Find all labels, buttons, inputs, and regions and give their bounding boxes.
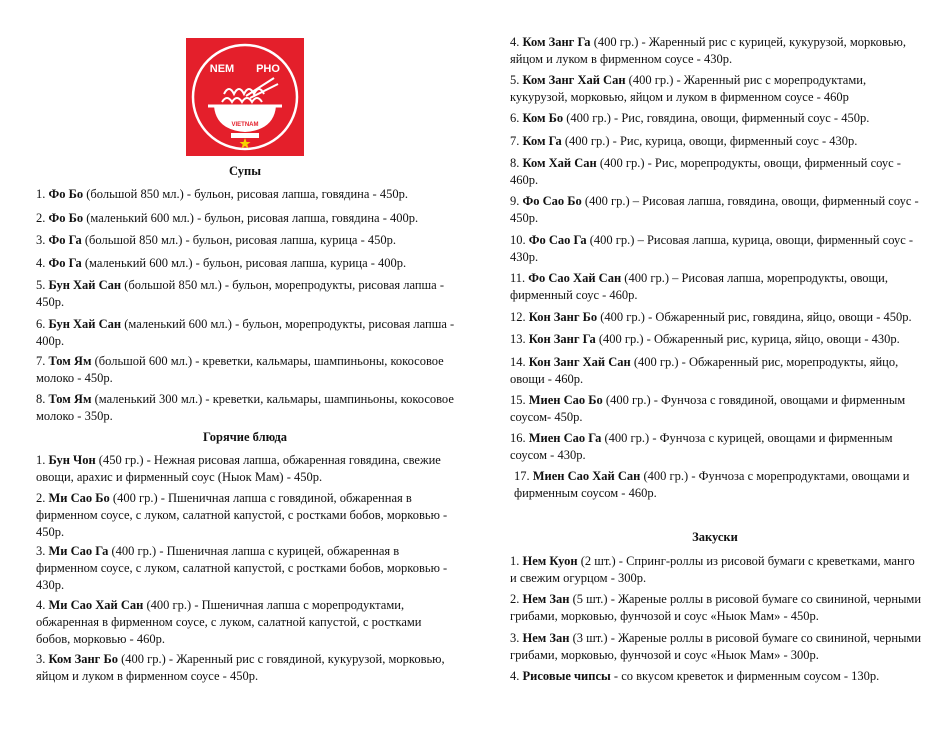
item-name: Фо Га — [48, 256, 82, 270]
menu-item — [510, 430, 922, 464]
item-description: (400 гр.) - Обжаренный рис, говядина, яйцо, овощи - 450р. — [597, 310, 912, 324]
item-number: 1. — [36, 187, 49, 201]
logo-word-3: VIETNAM — [231, 122, 259, 128]
item-description: (400 гр.) - Рис, говядина, овощи, фирменный соус - 450р. — [563, 111, 870, 125]
item-name: Кон Занг Га — [528, 332, 596, 346]
item-number: 8. — [36, 392, 49, 406]
menu-item — [510, 270, 922, 304]
item-description: (400 гр.) – Рисовая лапша, говядина, овощи, фирменный соус - 450р. — [510, 194, 919, 225]
item-description: (400 гр.) - Обжаренный рис, курица, яйцо, овощи - 430р. — [595, 332, 900, 346]
item-name: Бун Чон — [48, 453, 96, 467]
item-number: 6. — [36, 317, 49, 331]
menu-item — [36, 452, 456, 486]
item-name: Миен Сао Га — [528, 431, 602, 445]
item-name: Бун Хай Сан — [48, 278, 122, 292]
menu-item — [36, 651, 456, 685]
menu-item — [36, 277, 456, 311]
menu-item — [510, 331, 922, 348]
menu-item — [36, 391, 456, 425]
item-name: Нем Зан — [522, 592, 570, 606]
item-name: Том Ям — [48, 354, 92, 368]
item-number: 16. — [510, 431, 529, 445]
item-number: 3. — [36, 652, 49, 666]
item-number: 4. — [36, 598, 49, 612]
item-number: 11. — [510, 271, 529, 285]
item-name: Ми Сао Га — [48, 544, 109, 558]
section-title-snacks: Закуски — [692, 530, 738, 544]
item-description: (400 гр.) - Фунчоза с морепродуктами, овощами и фирменным соусом - 460р. — [514, 469, 910, 500]
menu-item — [510, 72, 922, 106]
item-description: (большой 850 мл.) - бульон, морепродукты, рисовая лапша - 450р. — [36, 278, 445, 309]
menu-item — [510, 193, 922, 227]
logo-word-1: NEM — [209, 63, 235, 75]
menu-item — [36, 232, 456, 249]
item-description: (5 шт.) - Жареные роллы в рисовой бумаге со свининой, черными грибами, морковью, фунчозой и соус «Ныок Мам» - 450р. — [510, 592, 922, 623]
item-number: 2. — [510, 592, 523, 606]
item-name: Рисовые чипсы — [522, 669, 611, 683]
menu-item — [36, 210, 456, 227]
menu-item — [36, 597, 456, 648]
item-description: (400 гр.) - Фунчоза с говядиной, овощами и фирменным соусом- 450р. — [510, 393, 906, 424]
menu-item — [510, 553, 922, 587]
item-number: 7. — [36, 354, 49, 368]
item-description: (450 гр.) - Нежная рисовая лапша, обжаренная говядина, свежие овощи, арахис и фирменный соус (Ныок Мам) - 450р. — [36, 453, 441, 484]
item-description: (400 гр.) - Фунчоза с курицей, овощами и фирменным соусом - 430р. — [510, 431, 893, 462]
menu-item — [510, 309, 922, 326]
item-description: (маленький 600 мл.) - бульон, морепродукты, рисовая лапша - 400р. — [36, 317, 455, 348]
item-description: (400 гр.) - Жаренный рис с морепродуктами, кукурузой, морковью, яйцом и луком в фирменном соусе - 460р — [510, 73, 867, 104]
item-name: Ком Занг Хай Сан — [522, 73, 626, 87]
menu-item — [36, 316, 456, 350]
item-description: (400 гр.) - Рис, курица, овощи, фирменный соус - 430р. — [561, 134, 858, 148]
menu-item — [36, 353, 456, 387]
pho-bowl-icon — [186, 38, 304, 156]
menu-item — [36, 543, 456, 594]
item-number: 3. — [510, 631, 523, 645]
menu-item — [510, 133, 922, 150]
item-name: Том Ям — [48, 392, 92, 406]
item-name: Фо Га — [48, 233, 82, 247]
item-number: 17. — [514, 469, 533, 483]
menu-item — [510, 591, 922, 625]
item-name: Фо Сао Бо — [522, 194, 582, 208]
item-number: 4. — [36, 256, 49, 270]
item-name: Нем Зан — [522, 631, 570, 645]
item-description: - со вкусом креветок и фирменным соусом - 130р. — [610, 669, 880, 683]
item-description: (400 гр.) - Рис, морепродукты, овощи, фирменный соус - 460р. — [510, 156, 901, 187]
item-description: (400 гр.) – Рисовая лапша, морепродукты, овощи, фирменный соус - 460р. — [510, 271, 888, 302]
item-name: Ком Занг Бо — [48, 652, 118, 666]
item-number: 2. — [36, 211, 49, 225]
item-description: (маленький 600 мл.) - бульон, рисовая лапша, говядина - 400р. — [83, 211, 419, 225]
item-number: 3. — [36, 233, 49, 247]
item-description: (3 шт.) - Жареные роллы в рисовой бумаге со свининой, черными грибами, морковью, фунчозой и соус «Ныок Мам» - 300р. — [510, 631, 922, 662]
item-name: Ком Занг Га — [522, 35, 591, 49]
section-title-soups: Супы — [229, 164, 261, 178]
item-name: Миен Сао Хай Сан — [532, 469, 641, 483]
item-number: 4. — [510, 669, 523, 683]
item-description: (маленький 600 мл.) - бульон, рисовая лапша, курица - 400р. — [81, 256, 407, 270]
menu-item — [36, 490, 456, 541]
item-description: (400 гр.) - Жаренный рис с курицей, кукурузой, морковью, яйцом и луком в фирменном соусе - 430р. — [510, 35, 907, 66]
item-name: Бун Хай Сан — [48, 317, 122, 331]
logo-word-2: PHO — [256, 63, 280, 75]
menu-item — [510, 392, 922, 426]
item-number: 5. — [36, 278, 49, 292]
menu-item — [510, 110, 922, 127]
item-name: Миен Сао Бо — [528, 393, 603, 407]
item-number: 5. — [510, 73, 523, 87]
item-name: Кон Занг Хай Сан — [528, 355, 631, 369]
item-name: Фо Бо — [48, 211, 84, 225]
item-number: 1. — [36, 453, 49, 467]
item-description: (400 гр.) - Пшеничная лапша с морепродуктами, обжаренная в фирменном соусе, с луком, салатной капустой, с ростками бобов, морковью - 460р. — [36, 598, 422, 646]
item-description: (большой 850 мл.) - бульон, рисовая лапша, говядина - 450р. — [83, 187, 408, 201]
item-number: 3. — [36, 544, 49, 558]
menu-item — [510, 354, 922, 388]
item-number: 13. — [510, 332, 529, 346]
item-name: Фо Сао Га — [528, 233, 587, 247]
menu-item — [36, 255, 456, 272]
item-description: (400 гр.) - Пшеничная лапша с говядиной, обжаренная в фирменном соусе, с луком, салатной капустой, с ростками бобов, морковью - 450р. — [36, 491, 448, 539]
item-description: (маленький 300 мл.) - креветки, кальмары, шампиньоны, кокосовое молоко - 350р. — [36, 392, 454, 423]
item-name: Ком Га — [522, 134, 562, 148]
item-number: 1. — [510, 554, 523, 568]
menu-item — [514, 468, 922, 502]
menu-item — [510, 155, 922, 189]
section-title-hot: Горячие блюда — [202, 430, 288, 444]
item-description: (большой 850 мл.) - бульон, рисовая лапша, курица - 450р. — [81, 233, 397, 247]
item-name: Ми Сао Хай Сан — [48, 598, 144, 612]
item-description: (400 гр.) - Обжаренный рис, морепродукты, яйцо, овощи - 460р. — [510, 355, 899, 386]
item-number: 10. — [510, 233, 529, 247]
item-description: (400 гр.) - Жаренный рис с говядиной, кукурузой, морковью, яйцом и луком в фирменном соусе - 450р. — [36, 652, 445, 683]
item-number: 6. — [510, 111, 523, 125]
menu-item — [510, 668, 922, 685]
item-number: 4. — [510, 35, 523, 49]
menu-item — [36, 186, 456, 203]
item-description: (2 шт.) - Спринг-роллы из рисовой бумаги с креветками, манго и свежим огурцом - 300р. — [510, 554, 915, 585]
item-name: Ком Хай Сан — [522, 156, 597, 170]
item-number: 8. — [510, 156, 523, 170]
item-description: (400 гр.) – Рисовая лапша, курица, овощи, фирменный соус - 430р. — [510, 233, 914, 264]
item-name: Нем Куон — [522, 554, 578, 568]
item-description: (400 гр.) - Пшеничная лапша с курицей, обжаренная в фирменном соусе, с луком, салатной капустой, с ростками бобов, морковью - 430р. — [36, 544, 448, 592]
item-name: Ком Бо — [522, 111, 564, 125]
menu-item — [510, 630, 922, 664]
item-name: Фо Сао Хай Сан — [528, 271, 622, 285]
item-number: 12. — [510, 310, 529, 324]
menu-item — [510, 232, 922, 266]
item-number: 2. — [36, 491, 49, 505]
item-number: 7. — [510, 134, 523, 148]
item-name: Кон Занг Бо — [528, 310, 598, 324]
item-name: Фо Бо — [48, 187, 84, 201]
item-number: 15. — [510, 393, 529, 407]
item-number: 14. — [510, 355, 529, 369]
menu-item — [510, 34, 922, 68]
item-name: Ми Сао Бо — [48, 491, 110, 505]
item-number: 9. — [510, 194, 523, 208]
logo — [186, 38, 304, 156]
item-description: (большой 600 мл.) - креветки, кальмары, шампиньоны, кокосовое молоко - 450р. — [36, 354, 444, 385]
